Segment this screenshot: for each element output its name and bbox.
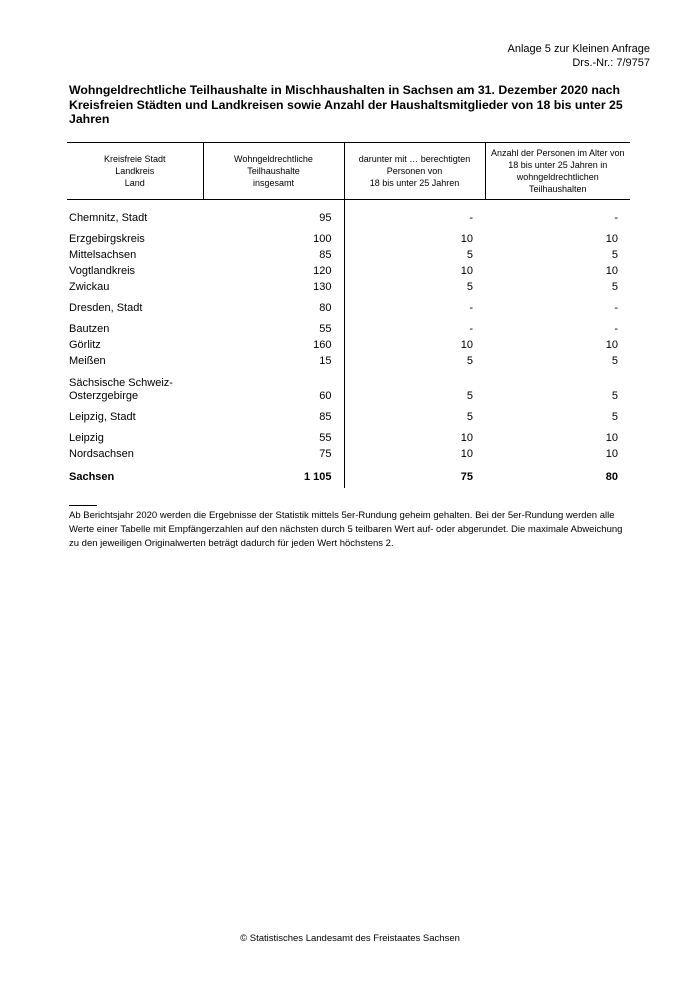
table-row <box>67 336 630 352</box>
row-label: Görlitz <box>69 339 101 351</box>
cell-households: 75 <box>203 445 344 461</box>
row-label: Erzgebirgskreis <box>69 233 145 245</box>
footnote: Ab Berichtsjahr 2020 werden die Ergebnisse der Statistik mittels 5er-Rundung geheim gehalten. Bei der 5er-Rundung werden alle Werte einer Tabelle mit Empfängerzahlen auf den nächsten durch 5 teilbaren Wert auf- oder abgerundet. Die maximale Abweichung zu den jeweiligen Originalwerten beträgt dadurch für jeden Wert höchstens 2. <box>69 510 623 549</box>
cell-households-with-young: - <box>469 323 473 335</box>
column-header-households: Wohngeldrechtliche Teilhaushalte insgesamt <box>203 143 344 200</box>
row-label: Sächsische Schweiz- Osterzgebirge <box>69 377 173 402</box>
document-reference <box>508 42 651 70</box>
table-row <box>67 445 630 461</box>
cell-households: 100 <box>203 225 344 246</box>
row-label: Chemnitz, Stadt <box>69 212 148 224</box>
annex-label: Anlage 5 zur Kleinen Anfrage <box>507 43 650 55</box>
row-label: Vogtlandkreis <box>69 265 136 277</box>
cell-persons: 5 <box>611 411 618 423</box>
table-total-row <box>67 461 630 484</box>
cell-persons: 10 <box>605 265 618 277</box>
row-label: Leipzig, Stadt <box>69 411 136 423</box>
total-persons: 80 <box>605 471 618 483</box>
cell-households-with-young: 5 <box>466 249 473 261</box>
table-row <box>67 294 630 315</box>
cell-persons: 10 <box>605 432 618 444</box>
column-header-households-with-young: darunter mit … berechtigten Personen von 18 bis unter 25 Jahren <box>344 143 485 200</box>
column-header-region: Kreisfreie Stadt Landkreis Land <box>67 143 203 200</box>
cell-households-with-young: 5 <box>466 355 473 367</box>
cell-households: 120 <box>203 262 344 278</box>
table-row <box>67 278 630 294</box>
cell-persons: - <box>614 323 618 335</box>
row-label: Meißen <box>69 355 106 367</box>
cell-households: 55 <box>203 315 344 336</box>
page-footer: © Statistisches Landesamt des Freistaates Sachsen <box>240 933 460 944</box>
cell-households: 160 <box>203 336 344 352</box>
cell-households: 85 <box>203 246 344 262</box>
cell-households: 15 <box>203 352 344 368</box>
cell-persons: 5 <box>611 249 618 261</box>
table-end-spacer <box>67 484 630 488</box>
row-label: Nordsachsen <box>69 448 134 460</box>
cell-persons: 10 <box>605 339 618 351</box>
cell-persons: - <box>614 302 618 314</box>
row-label: Mittelsachsen <box>69 249 137 261</box>
table-row <box>67 424 630 445</box>
table-row <box>67 246 630 262</box>
cell-persons: 10 <box>605 448 618 460</box>
row-label: Zwickau <box>69 281 110 293</box>
cell-households: 60 <box>203 368 344 403</box>
cell-households: 130 <box>203 278 344 294</box>
table-row <box>67 352 630 368</box>
cell-households: 80 <box>203 294 344 315</box>
cell-persons: - <box>614 212 618 224</box>
table-row <box>67 225 630 246</box>
table-header-row <box>67 143 630 200</box>
table-row <box>67 262 630 278</box>
row-label: Leipzig <box>69 432 104 444</box>
cell-households: 85 <box>203 403 344 424</box>
total-label: Sachsen <box>69 471 115 483</box>
cell-households-with-young: 5 <box>466 390 473 402</box>
table-row <box>67 200 630 226</box>
cell-households: 55 <box>203 424 344 445</box>
document-number: Drs.-Nr.: 7/9757 <box>572 57 650 69</box>
total-households-with-young: 75 <box>460 471 473 483</box>
cell-persons: 5 <box>611 355 618 367</box>
cell-households-with-young: - <box>469 212 473 224</box>
cell-persons: 10 <box>605 233 618 245</box>
table-title: Wohngeldrechtliche Teilhaushalte in Mischhaushalten in Sachsen am 31. Dezember 2020 nach Kreisfreien Städten und Landkreisen sowie Anzahl der Haushaltsmitglieder von 18 bis unter 25 Jahren <box>69 83 623 126</box>
column-header-persons: Anzahl der Personen im Alter von 18 bis unter 25 Jahren in wohngeldrechtlichen Teilhaushalten <box>485 143 630 200</box>
row-label: Dresden, Stadt <box>69 302 143 314</box>
footnote-rule <box>69 505 97 506</box>
table-row <box>67 403 630 424</box>
cell-households-with-young: 10 <box>460 233 473 245</box>
cell-households-with-young: 10 <box>460 265 473 277</box>
row-label: Bautzen <box>69 323 110 335</box>
cell-households-with-young: 5 <box>466 281 473 293</box>
cell-households-with-young: 10 <box>460 339 473 351</box>
cell-households-with-young: 10 <box>460 432 473 444</box>
data-table <box>67 142 630 488</box>
table-row <box>67 368 630 403</box>
cell-households-with-young: 10 <box>460 448 473 460</box>
cell-households: 95 <box>203 200 344 226</box>
cell-persons: 5 <box>611 390 618 402</box>
total-households: 1 105 <box>203 461 344 484</box>
table-row <box>67 315 630 336</box>
cell-households-with-young: - <box>469 302 473 314</box>
cell-persons: 5 <box>611 281 618 293</box>
cell-households-with-young: 5 <box>466 411 473 423</box>
